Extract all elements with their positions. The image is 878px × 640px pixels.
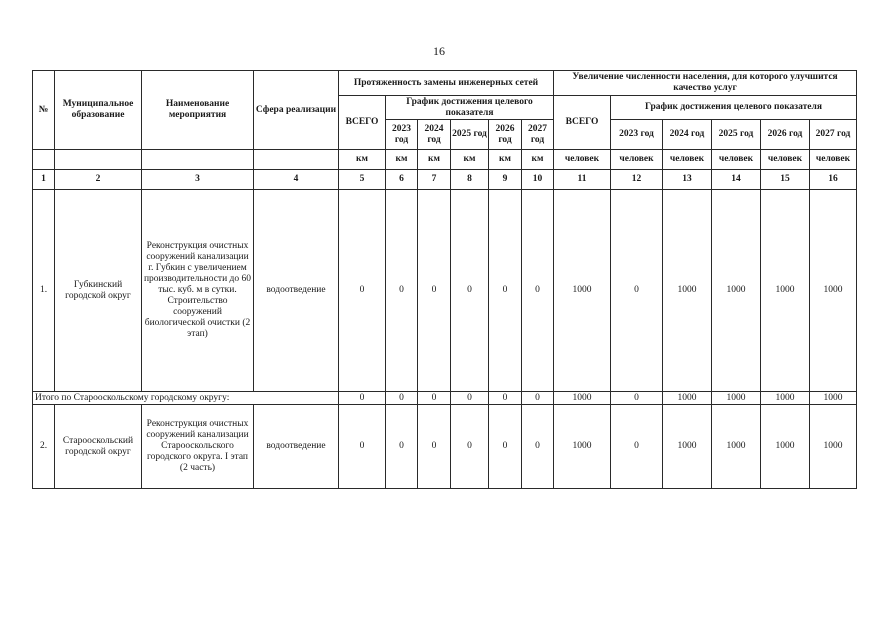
event-name-cell: Реконструкция очистных сооружений канализации Старооскольского городского округа. I этап (2 часть): [142, 405, 254, 489]
municipality-cell: Старооскольский городской округ: [55, 405, 142, 489]
people-value: 1000: [712, 405, 761, 489]
total-label: Итого по Старооскольскому городскому округу:: [33, 392, 339, 405]
header-municipality: Муниципальное образование: [55, 71, 142, 150]
units-empty-cell: [254, 150, 339, 170]
column-number: 1: [33, 170, 55, 190]
column-number: 8: [451, 170, 489, 190]
units-empty-cell: [55, 150, 142, 170]
unit-km: км: [522, 150, 554, 170]
km-value: 0: [451, 405, 489, 489]
column-number: 11: [554, 170, 611, 190]
page-number: 16: [433, 44, 445, 58]
unit-people: человек: [712, 150, 761, 170]
header-people-year: 2024 год: [663, 120, 712, 150]
km-value: 0: [339, 190, 386, 392]
people-value: 0: [611, 190, 663, 392]
km-value: 0: [418, 405, 451, 489]
km-value: 0: [489, 405, 522, 489]
header-km-year: 2026 год: [489, 120, 522, 150]
total-km-value: 0: [339, 392, 386, 405]
km-value: 0: [522, 405, 554, 489]
column-number: 3: [142, 170, 254, 190]
sphere-cell: водоотведение: [254, 190, 339, 392]
row-number: 2.: [33, 405, 55, 489]
column-number: 9: [489, 170, 522, 190]
column-number: 12: [611, 170, 663, 190]
unit-km: км: [339, 150, 386, 170]
total-km-value: 0: [386, 392, 418, 405]
unit-people: человек: [554, 150, 611, 170]
people-value: 1000: [663, 190, 712, 392]
total-km-value: 0: [451, 392, 489, 405]
column-numbers-row: [33, 170, 857, 190]
total-people-value: 1000: [663, 392, 712, 405]
header-km-year: 2027 год: [522, 120, 554, 150]
header-people-schedule: График достижения целевого показателя: [611, 96, 857, 120]
column-number: 5: [339, 170, 386, 190]
municipality-cell: Губкинский городской округ: [55, 190, 142, 392]
column-number: 10: [522, 170, 554, 190]
header-network-length: Протяженность замены инженерных сетей: [339, 71, 554, 96]
header-km-year: 2023 год: [386, 120, 418, 150]
people-value: 1000: [663, 405, 712, 489]
event-name-cell: Реконструкция очистных сооружений канализации г. Губкин с увеличением производительности до 60 тыс. куб. м в сутки. Строительство сооружений биологической очистки (2 этап): [142, 190, 254, 392]
unit-people: человек: [810, 150, 857, 170]
header-no: №: [33, 71, 55, 150]
header-event-name: Наименование мероприятия: [142, 71, 254, 150]
total-km-value: 0: [489, 392, 522, 405]
km-value: 0: [522, 190, 554, 392]
unit-people: человек: [663, 150, 712, 170]
units-row: [33, 150, 857, 170]
km-value: 0: [489, 190, 522, 392]
header-sphere: Сфера реализации: [254, 71, 339, 150]
km-value: 0: [418, 190, 451, 392]
people-value: 1000: [712, 190, 761, 392]
column-number: 13: [663, 170, 712, 190]
km-value: 0: [339, 405, 386, 489]
column-number: 2: [55, 170, 142, 190]
table-row: [33, 190, 857, 392]
total-people-value: 1000: [810, 392, 857, 405]
header-km-schedule: График достижения целевого показателя: [386, 96, 554, 120]
people-value: 1000: [810, 190, 857, 392]
total-km-value: 0: [522, 392, 554, 405]
table-row: [33, 405, 857, 489]
unit-km: км: [418, 150, 451, 170]
sphere-cell: водоотведение: [254, 405, 339, 489]
unit-km: км: [489, 150, 522, 170]
total-row: [33, 392, 857, 405]
column-number: 4: [254, 170, 339, 190]
total-people-value: 0: [611, 392, 663, 405]
people-value: 1000: [554, 190, 611, 392]
km-value: 0: [451, 190, 489, 392]
column-number: 14: [712, 170, 761, 190]
km-value: 0: [386, 405, 418, 489]
total-km-value: 0: [418, 392, 451, 405]
header-km-total: ВСЕГО: [339, 96, 386, 150]
total-people-value: 1000: [712, 392, 761, 405]
unit-km: км: [386, 150, 418, 170]
header-people-total: ВСЕГО: [554, 96, 611, 150]
header-people-year: 2027 год: [810, 120, 857, 150]
people-value: 1000: [761, 405, 810, 489]
column-number: 16: [810, 170, 857, 190]
unit-people: человек: [761, 150, 810, 170]
people-value: 1000: [810, 405, 857, 489]
km-value: 0: [386, 190, 418, 392]
row-number: 1.: [33, 190, 55, 392]
total-people-value: 1000: [761, 392, 810, 405]
column-number: 6: [386, 170, 418, 190]
header-people-year: 2023 год: [611, 120, 663, 150]
unit-km: км: [451, 150, 489, 170]
header-people-year: 2025 год: [712, 120, 761, 150]
header-row-1: [33, 71, 857, 96]
header-km-year: 2024 год: [418, 120, 451, 150]
header-people-year: 2026 год: [761, 120, 810, 150]
header-km-year: 2025 год: [451, 120, 489, 150]
data-table: [32, 70, 857, 489]
unit-people: человек: [611, 150, 663, 170]
total-people-value: 1000: [554, 392, 611, 405]
column-number: 7: [418, 170, 451, 190]
people-value: 1000: [554, 405, 611, 489]
header-population-increase: Увеличение численности населения, для которого улучшится качество услуг: [554, 71, 857, 96]
people-value: 1000: [761, 190, 810, 392]
units-empty-cell: [33, 150, 55, 170]
units-empty-cell: [142, 150, 254, 170]
people-value: 0: [611, 405, 663, 489]
column-number: 15: [761, 170, 810, 190]
